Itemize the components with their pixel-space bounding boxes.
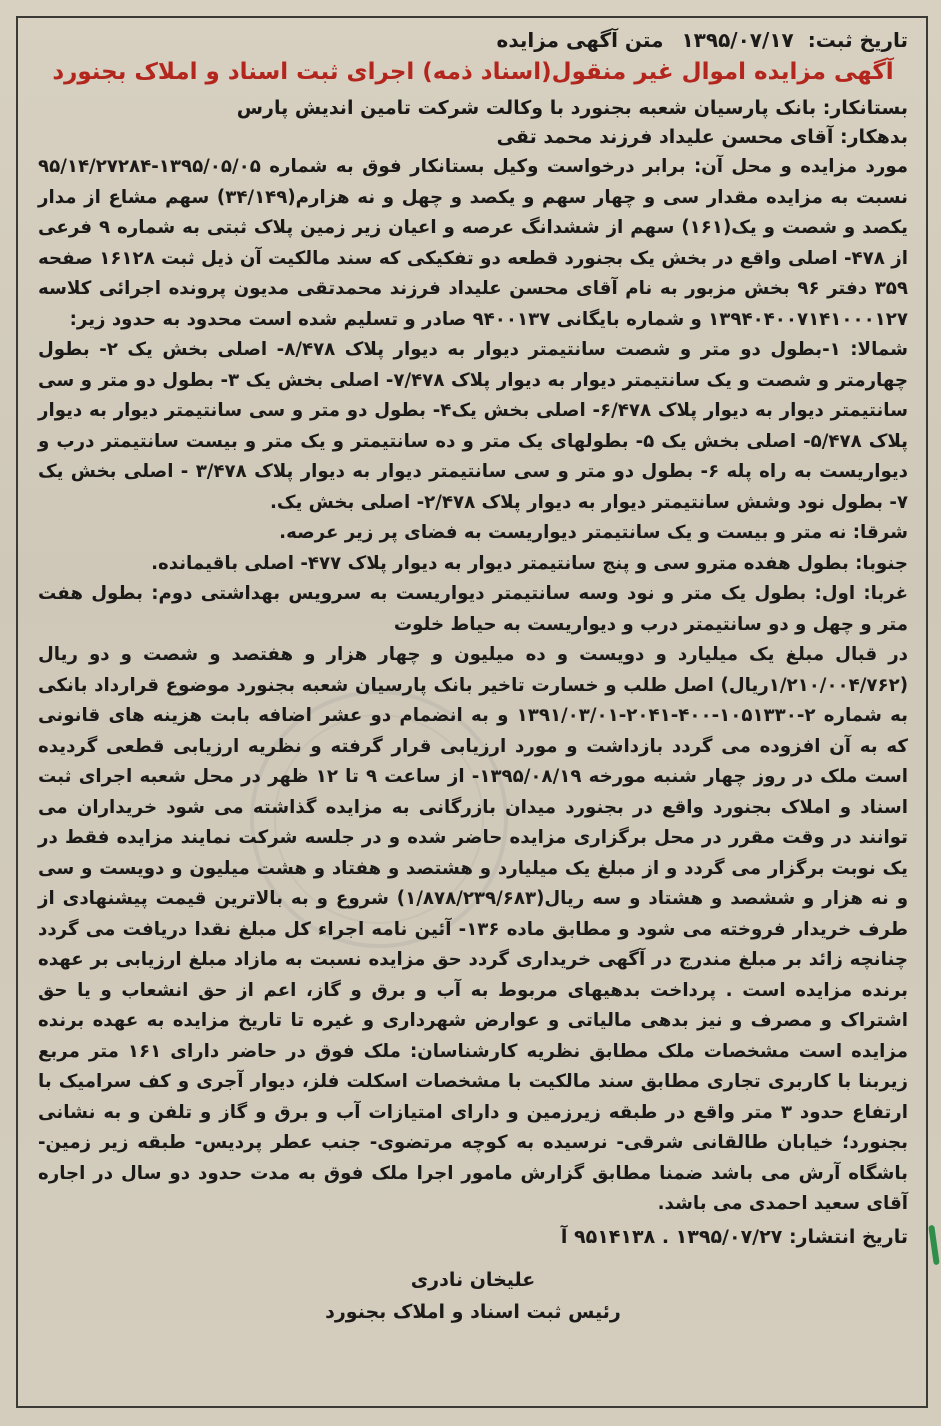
notice-headline: آگهی مزایده اموال غیر منقول(اسناد ذمه) اجرای ثبت اسناد و املاک بجنورد bbox=[52, 59, 894, 85]
publication-date-label: تاریخ انتشار: bbox=[788, 1225, 908, 1248]
green-pen-mark bbox=[928, 1225, 940, 1265]
header-line bbox=[38, 26, 908, 54]
south-boundary: جنوبا: بطول هفده مترو سی و پنج سانتیمتر دیوار به دیوار پلاک ۴۷۷- اصلی باقیمانده. bbox=[151, 552, 908, 574]
west-boundary: غربا: اول: بطول یک متر و نود وسه سانتیمتر دیواریست به سرویس بهداشتی دوم: بطول هفت متر و چهل و دو سانتیمتر درب و دیواریست به حیاط خلوت bbox=[38, 583, 908, 635]
notice-frame bbox=[16, 16, 928, 1408]
parties-section bbox=[38, 94, 908, 152]
publication-line bbox=[38, 1222, 908, 1252]
separator-dot: . bbox=[661, 1225, 670, 1248]
signatory-title: رئیس ثبت اسناد و املاک بجنورد bbox=[325, 1300, 621, 1323]
debtor-line: بدهکار: آقای محسن علیداد فرزند محمد تقی bbox=[496, 126, 908, 148]
east-boundary: شرقا: نه متر و بیست و یک سانتیمتر دیواریست به فضای پر زیر عرصه. bbox=[279, 522, 908, 543]
signature-block bbox=[38, 1264, 908, 1328]
registration-date-label: تاریخ ثبت: bbox=[807, 28, 908, 52]
publication-date: ۱۳۹۵/۰۷/۲۷ bbox=[675, 1225, 783, 1248]
notice-text-label: متن آگهی مزایده bbox=[496, 28, 664, 52]
registration-date: ۱۳۹۵/۰۷/۱۷ bbox=[681, 28, 794, 52]
north-boundary: شمالا: ۱-بطول دو متر و شصت سانتیمتر دیوار به دیوار پلاک ۸/۴۷۸- اصلی بخش یک ۲- بطول چهارمتر و شصت و یک سانتیمتر دیوار به دیوار پلاک ۷/۴۷۸- اصلی بخش یک ۳- بطول دو متر و سی سانتیمتر دیوار به دیوار پلاک ۶/۴۷۸- اصلی بخش یک۴- بطول دو متر و سی سانتیمتر دیوار به دیوار پلاک ۵/۴۷۸- اصلی بخش یک ۵- بطولهای یک متر و ده سانتیمتر و یک متر و بیست سانتیمتر درب و دیواریست به راه پله ۶- بطول دو متر و سی سانتیمتر دیوار به دیوار پلاک ۳/۴۷۸ - اصلی بخش یک ۷- بطول نود وشش سانتیمتر دیوار به دیوار پلاک ۲/۴۷۸- اصلی بخش یک. bbox=[38, 339, 909, 513]
publication-code: ۹۵۱۴۱۳۸ آ bbox=[560, 1225, 656, 1248]
signatory-name: علیخان نادری bbox=[410, 1268, 536, 1291]
creditor-line: بستانکار: بانک پارسیان شعبه بجنورد با وکالت شرکت تامین اندیش پارس bbox=[236, 97, 908, 119]
auction-terms: در قبال مبلغ یک میلیارد و دویست و ده میلیون و چهار هزار و هفتصد و شصت و دو ریال (۱/۲۱۰/۰۰۴/۷۶۲ریال) اصل طلب و خسارت تاخیر بانک پارسیان شعبه بجنورد موضوع قرارداد بانکی به شماره ۲-۱۰۵۱۳۳۰-۴۰۰-۲۰۴۱-۱۳۹۱/۰۳/۰۱ و به انضمام دو عشر اضافه بابت هزینه های قانونی که به آن افزوده می گردد بازداشت و مورد ارزیابی قرار گرفته و نظریه ارزیابی قطعی گردیده است ملک در روز چهار شنبه مورخه ۱۳۹۵/۰۸/۱۹- از ساعت ۹ تا ۱۲ ظهر در محل شعبه اجرای ثبت اسناد و املاک بجنورد واقع در بجنورد میدان بازرگانی به مزایده گذاشته می شود خریداران می توانند در وقت مقرر در محل برگزاری مزایده حاضر شده و در جلسه شرکت نمایند مزایده فقط در یک نوبت برگزار می گردد و از مبلغ یک میلیارد و هشتصد و هفتاد و هشت میلیون و دویست و سی و نه هزار و ششصد و هشتاد و سه ریال(۱/۸۷۸/۲۳۹/۶۸۳) شروع و به بالاترین قیمت پیشنهادی از طرف خریدار فروخته می شود و مطابق ماده ۱۳۶- آئین نامه اجراء کل مبلغ نقدا دریافت می گردد چنانچه زائد بر مبلغ مندرج در آگهی خریداری گردد حق مزایده نسبت به مازاد مبلغ ارزیابی بر عهده برنده مزایده است . پرداخت بدهیهای مربوط به آب و برق و گاز، اعم از حق انشعاب و یا حق اشتراک و مصرف و نیز بدهی مالیاتی و عوارض شهرداری و غیره تا تاریخ مزایده به عهده برنده مزایده است مشخصات ملک مطابق نظریه کارشناسان: ملک فوق در حاضر دارای ۱۶۱ متر مربع زیربنا با کاربری تجاری مطابق سند مالکیت با مشخصات اسکلت فلز، دیوار آجری و کف سرامیک با ارتفاع حدود ۳ متر واقع در طبقه زیرزمین و دارای امتیازات آب و برق و گاز و تلفن و به نشانی بجنورد؛ خیابان طالقانی شرقی- نرسیده به کوچه مرتضوی- جنب عطر پردیس- طبقه زیر زمین- باشگاه آرش می باشد ضمنا مطابق گزارش مامور اجرا ملک فوق به مدت حدود دو سال در اجاره آقای سعید احمدی می باشد. bbox=[38, 644, 908, 1214]
property-description: مورد مزایده و محل آن: برابر درخواست وکیل بستانکار فوق به شماره ۱۳۹۵/۰۵/۰۵-۹۵/۱۴/۲۷۲۸۴ نسبت به مزایده مقدار سی و چهار سهم و یکصد و چهل و نه هزارم(۳۴/۱۴۹) سهم مشاع از مدار یکصد و شصت و یک(۱۶۱) سهم از ششدانگ عرصه و اعیان زیر زمین پلاک ثبتی به شماره ۹ فرعی از ۴۷۸- اصلی واقع در بخش یک بجنورد قطعه دو تفکیکی که سند مالکیت آن ذیل ثبت ۱۶۱۲۸ صفحه ۳۵۹ دفتر ۹۶ بخش مزبور به نام آقای محسن علیداد فرزند محمدتقی مدیون پرونده اجرائی کلاسه ۱۳۹۴۰۴۰۰۷۱۴۱۰۰۰۱۲۷ و شماره بایگانی ۹۴۰۰۱۳۷ صادر و تسلیم شده است محدود به حدود زیر: bbox=[38, 156, 908, 330]
notice-body bbox=[38, 152, 908, 1220]
